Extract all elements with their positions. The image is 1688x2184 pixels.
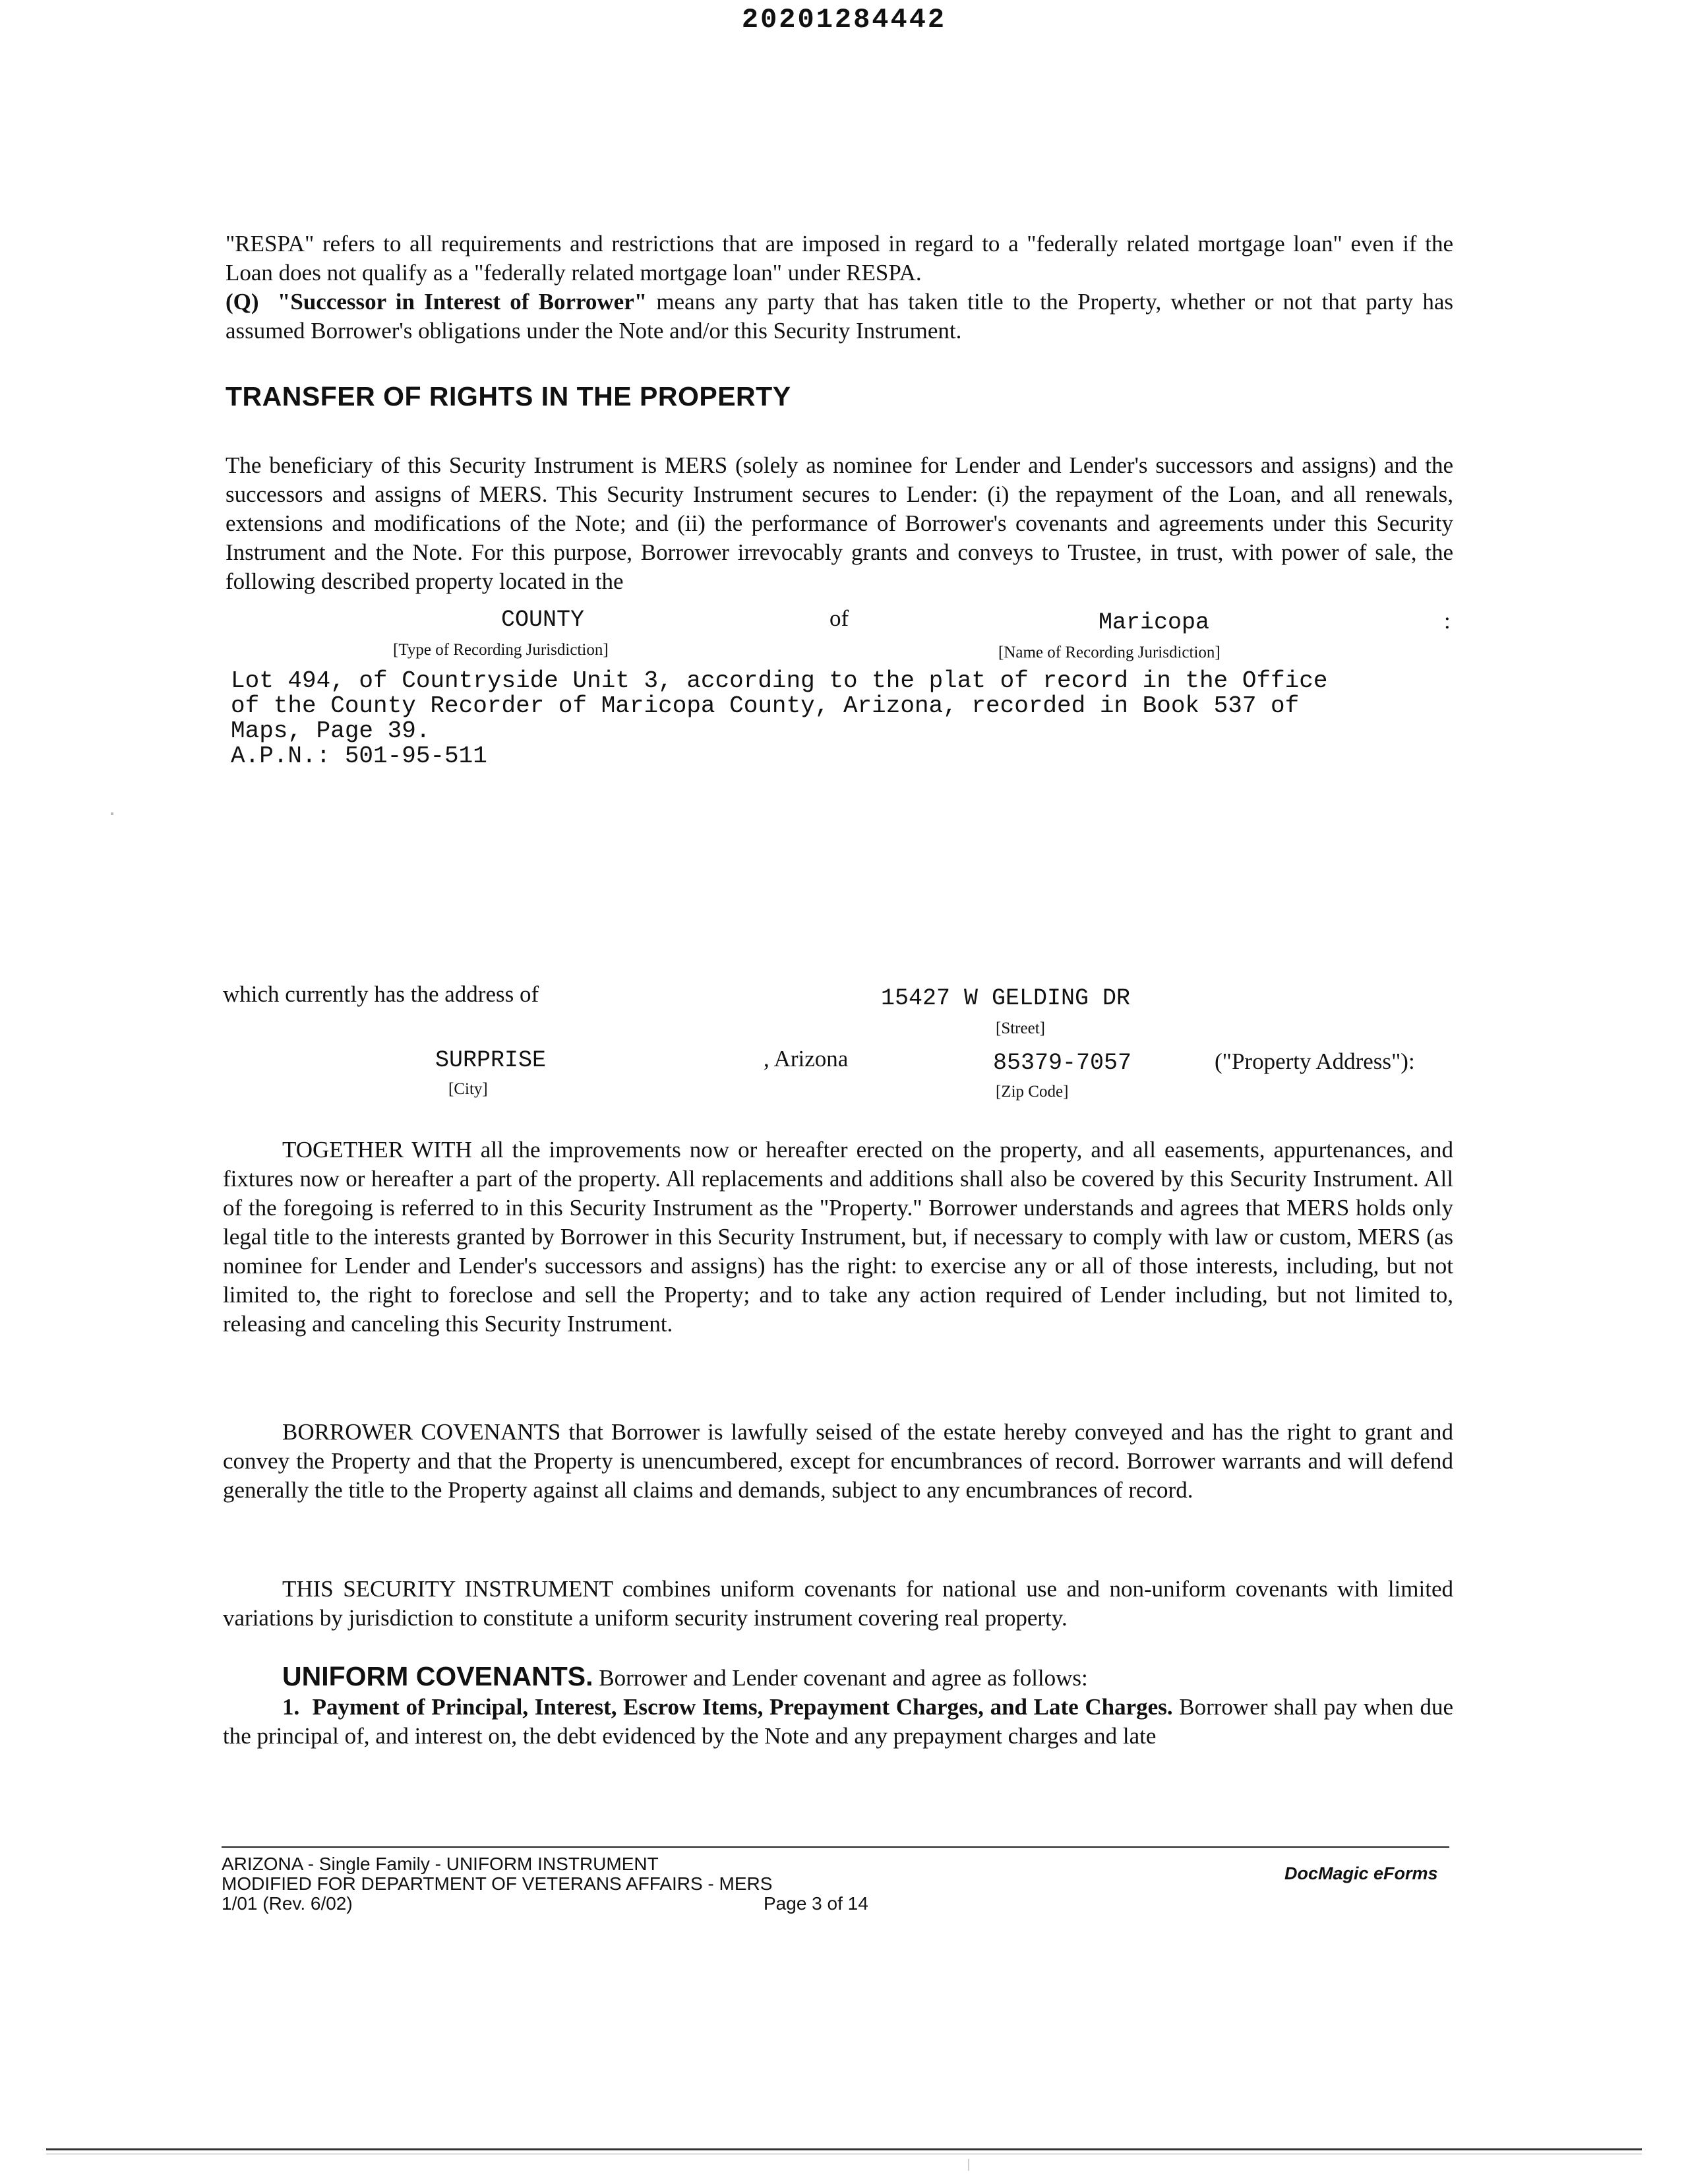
- jurisdiction-colon: :: [1444, 608, 1451, 634]
- zip-value: 85379-7057: [993, 1050, 1132, 1076]
- uniform-heading-line: [223, 1662, 1453, 1693]
- item-label: 1.: [282, 1694, 300, 1720]
- q-text: means any party that has taken title to the Property, whether or not that party has assumed Borrower's obligations under the Note and/or this Security Instrument.: [226, 289, 1453, 344]
- footer-line-3: 1/01 (Rev. 6/02): [222, 1893, 353, 1914]
- zip-caption: [Zip Code]: [996, 1083, 1069, 1101]
- type-caption: [Type of Recording Jurisdiction]: [393, 641, 609, 659]
- legal-line-4: A.P.N.: 501-95-511: [231, 743, 487, 770]
- state-value: , Arizona: [764, 1046, 849, 1072]
- transfer-paragraph: The beneficiary of this Security Instrument is MERS (solely as nominee for Lender and Lender's successors and assigns) and the successors and assigns of MERS. This Security Instrument secures to Lender: (i) the repayment of the Loan, and all renewals, extensions and modifications of the Note; and (ii) the performance of Borrower's covenants and agreements under this Security Instrument and the Note. For this purpose, Borrower irrevocably grants and conveys to Trustee, in trust, with power of sale, the following described property located in the: [226, 452, 1453, 594]
- city-caption: [City]: [448, 1080, 488, 1098]
- borrower-covenants-paragraph: BORROWER COVENANTS that Borrower is lawfully seised of the estate hereby conveyed and has the right to grant and convey the Property and that the Property is unencumbered, except for encumbrances of record. Borrower warrants and will defend generally the title to the Property against all claims and demands, subject to any encumbrances of record.: [223, 1419, 1453, 1503]
- legal-description: [231, 669, 1327, 769]
- of-word: of: [829, 605, 849, 631]
- scan-speck: [968, 2159, 969, 2171]
- footer-line-1: ARIZONA - Single Family - UNIFORM INSTRUMENT: [222, 1854, 659, 1874]
- jurisdiction-name: Maricopa: [1099, 609, 1210, 636]
- jurisdiction-type: COUNTY: [501, 607, 585, 633]
- address-lead: which currently has the address of: [223, 981, 539, 1007]
- respa-text: "RESPA" refers to all requirements and restrictions that are imposed in regard to a "federally related mortgage loan" even if the Loan does not qualify as a "federally related mortgage loan" under RESPA.: [226, 231, 1453, 286]
- property-address-label: ("Property Address"):: [1215, 1048, 1415, 1074]
- together-paragraph: TOGETHER WITH all the improvements now or hereafter erected on the property, and all easements, appurtenances, and fixtures now or hereafter a part of the property. All replacements and additions shall also be covered by this Security Instrument. All of the foregoing is referred to in this Security Instrument as the "Property." Borrower understands and agrees that MERS holds only legal title to the interests granted by Borrower in this Security Instrument, but, if necessary to comply with law or custom, MERS (as nominee for Lender and Lender's successors and assigns) has the right: to exercise any or all of those interests, including, but not limited to, the right to foreclose and sell the Property; and to take any action required of Lender including, but not limited to, releasing and canceling this Security Instrument.: [223, 1137, 1453, 1337]
- q-label: (Q): [226, 289, 259, 315]
- item-title: Payment of Principal, Interest, Escrow Items, Prepayment Charges, and Late Charges.: [312, 1694, 1173, 1720]
- uniform-covenants: [223, 1662, 1453, 1751]
- item-text: Borrower shall pay when due the principal of, and interest on, the debt evidenced by the Note and any prepayment charges and late: [223, 1694, 1454, 1749]
- city-value: SURPRISE: [435, 1047, 547, 1074]
- scan-speck: [111, 812, 113, 815]
- footer-line-2: MODIFIED FOR DEPARTMENT OF VETERANS AFFAIRS - MERS: [222, 1873, 773, 1894]
- street-caption: [Street]: [996, 1019, 1045, 1037]
- section-heading: TRANSFER OF RIGHTS IN THE PROPERTY: [226, 381, 791, 411]
- successor-definition: [226, 288, 1453, 346]
- document-number: 20201284442: [741, 4, 947, 36]
- uniform-heading-text: Borrower and Lender covenant and agree as follows:: [593, 1665, 1088, 1691]
- docmagic-logo: DocMagic eForms: [1284, 1864, 1438, 1883]
- legal-line-3: Maps, Page 39.: [231, 717, 431, 744]
- legal-line-1: Lot 494, of Countryside Unit 3, according to the plat of record in the Office: [231, 667, 1328, 694]
- security-instrument-paragraph: THIS SECURITY INSTRUMENT combines uniform covenants for national use and non-uniform covenants with limited variations by jurisdiction to constitute a uniform security instrument covering real property.: [223, 1576, 1453, 1631]
- page-number: Page 3 of 14: [764, 1893, 868, 1914]
- uniform-heading: UNIFORM COVENANTS.: [282, 1661, 593, 1691]
- name-caption: [Name of Recording Jurisdiction]: [998, 644, 1221, 661]
- scan-edge-line: [46, 2148, 1642, 2150]
- q-term: "Successor in Interest of Borrower": [277, 289, 648, 315]
- street-value: 15427 W GELDING DR: [881, 985, 1131, 1012]
- footer-rule: [222, 1846, 1449, 1848]
- covenant-item-1: [223, 1693, 1453, 1751]
- respa-paragraph: [226, 229, 1453, 346]
- legal-line-2: of the County Recorder of Maricopa County, Arizona, recorded in Book 537 of: [231, 692, 1300, 719]
